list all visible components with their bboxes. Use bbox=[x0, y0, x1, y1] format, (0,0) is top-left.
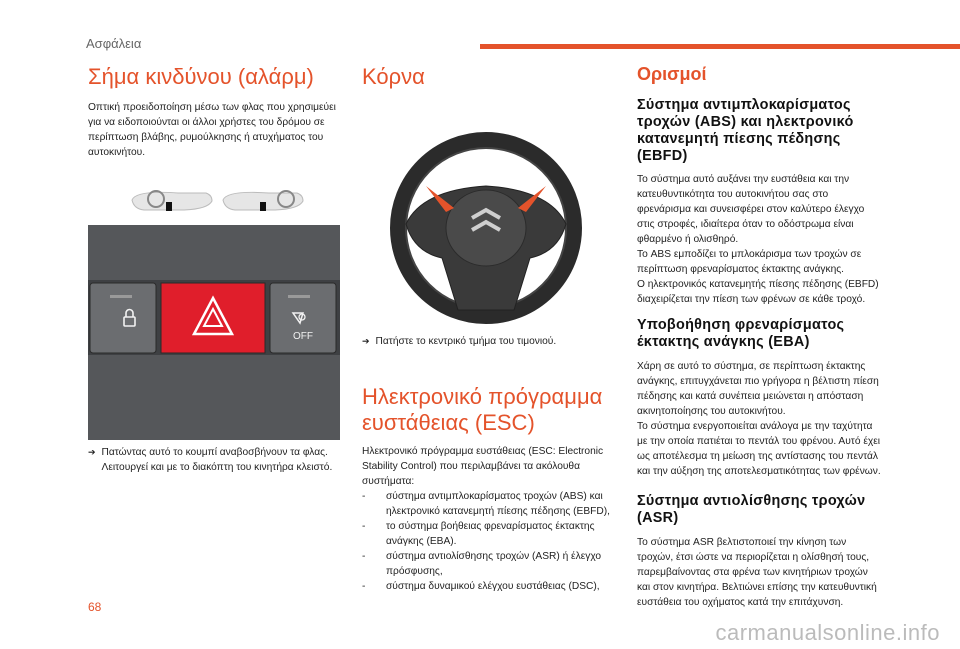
eba-paragraph: Το σύστημα ενεργοποιείται ανάλογα με την ταχύτητα με την οποία πατιέται το πεντάλ του φρένου. Αυτό έχει ως αποτέλεσμα τη μείωση της αντίστασης του πεντάλ και την αύξηση της αποτελεσματικότητας των φρένων. bbox=[637, 421, 881, 478]
eba-paragraph: Χάρη σε αυτό το σύστημα, σε περίπτωση έκτακτης ανάγκης, επιτυγχάνεται πιο γρήγορα η βέλτιστη πίεση πέδησης και κατά συνέπεια μειώνεται η απόσταση ακινητοποίησης του αυτοκινήτου. bbox=[637, 361, 879, 418]
horn-note-text: Πατήστε το κεντρικό τμήμα του τιμονιού. bbox=[375, 336, 557, 347]
esc-list bbox=[362, 489, 610, 594]
eba-title: Υποβοήθηση φρεναρίσματος έκτακτης ανάγκης (EBA) bbox=[637, 317, 845, 351]
esc-title: Ηλεκτρονικό πρόγραμμα ευστάθειας (ESC) bbox=[362, 384, 603, 435]
note-arrow-icon: ➔ bbox=[362, 336, 370, 346]
airbag-off-button bbox=[270, 283, 336, 353]
hazard-button-illustration bbox=[88, 185, 340, 440]
horn-column bbox=[362, 64, 610, 90]
hazard-note-text: Πατώντας αυτό το κουμπί αναβοσβήνουν τα φλας. Λειτουργεί και με το διακόπτη του κινητήρα κλειστό. bbox=[101, 447, 333, 473]
asr-title: Σύστημα αντιολίσθησης τροχών (ASR) bbox=[637, 493, 866, 526]
horn-note-block bbox=[362, 334, 610, 349]
page-number: 68 bbox=[88, 600, 102, 614]
abs-paragraph: Ο ηλεκτρονικός κατανεμητής πίεσης πέδησης (EBFD) διαχειρίζεται την πίεση των φρένων σε κάθε τροχό. bbox=[637, 279, 879, 306]
door-lock-button bbox=[90, 283, 156, 353]
hazard-title: Σήμα κινδύνου (αλάρμ) bbox=[88, 64, 314, 89]
hazard-note-block bbox=[88, 445, 346, 475]
definitions-title: Ορισμοί bbox=[637, 64, 707, 84]
abs-paragraph: Το σύστημα αυτό αυξάνει την ευστάθεια και την κατευθυντικότητα του αυτοκινήτου σας στο φρενάρισμα και συνεισφέρει στον καλύτερο έλεγχο στις στροφές, ιδιαίτερα όταν το οδόστρωμα είναι φθαρμένο ή ολισθηρό. bbox=[637, 174, 865, 246]
horn-title: Κόρνα bbox=[362, 64, 425, 89]
hazard-warning-button bbox=[161, 283, 265, 353]
definitions-column bbox=[637, 64, 883, 610]
list-item: - σύστημα δυναμικού ελέγχου ευστάθειας (DSC), bbox=[362, 580, 600, 592]
asr-paragraph: Το σύστημα ASR βελτιστοποιεί την κίνηση των τροχών, έτσι ώστε να περιορίζεται η ολίσθησή τους, παρεμβαίνοντας στα φρένα των κινητήριων τροχών και στον κινητήρα. Βελτιώνει επίσης την κατευθυντική ευστάθεια του οχήματος κατά την επιτάχυνση. bbox=[637, 536, 877, 608]
note-arrow-icon: ➔ bbox=[88, 447, 96, 457]
list-item: - σύστημα αντιμπλοκαρίσματος τροχών (ABS) και ηλεκτρονικό κατανεμητή πίεσης πέδησης (EBFD), bbox=[362, 490, 610, 517]
esc-intro: Ηλεκτρονικό πρόγραμμα ευστάθειας (ESC: Electronic Stability Control) που περιλαμβάνει τα ακόλουθα συστήματα: bbox=[362, 445, 604, 487]
abs-title: Σύστημα αντιμπλοκαρίσματος τροχών (ABS) και ηλεκτρονικό κατανεμητή πίεσης πέδησης (EBFD) bbox=[637, 97, 854, 164]
hazard-note bbox=[88, 445, 346, 475]
esc-section bbox=[362, 384, 610, 594]
steering-wheel-illustration bbox=[362, 120, 610, 336]
hazard-column bbox=[88, 64, 346, 160]
abs-paragraph: Το ABS εμποδίζει το μπλοκάρισμα των τροχών σε περίπτωση φρεναρίσματος έκτακτης ανάγκης. bbox=[637, 249, 862, 276]
list-item: - σύστημα αντιολίσθησης τροχών (ASR) ή έλεγχο πρόσφυσης, bbox=[362, 550, 602, 577]
list-item: - το σύστημα βοήθειας φρεναρίσματος έκτακτης ανάγκης (EBA). bbox=[362, 520, 595, 547]
watermark: carmanualsonline.info bbox=[715, 620, 940, 645]
off-label: OFF bbox=[293, 331, 313, 342]
hazard-intro: Οπτική προειδοποίηση μέσω των φλας που χρησιμεύει για να ειδοποιούνται οι άλλοι χρήστες του δρόμου σε περίπτωση βλάβης, ρυμούλκησης ή ατυχήματος του αυτοκινήτου. bbox=[88, 101, 336, 158]
dashboard-locator-icon bbox=[132, 191, 303, 211]
section-accent-bar bbox=[480, 44, 960, 49]
horn-note bbox=[362, 334, 610, 349]
section-label: Ασφάλεια bbox=[86, 36, 142, 51]
